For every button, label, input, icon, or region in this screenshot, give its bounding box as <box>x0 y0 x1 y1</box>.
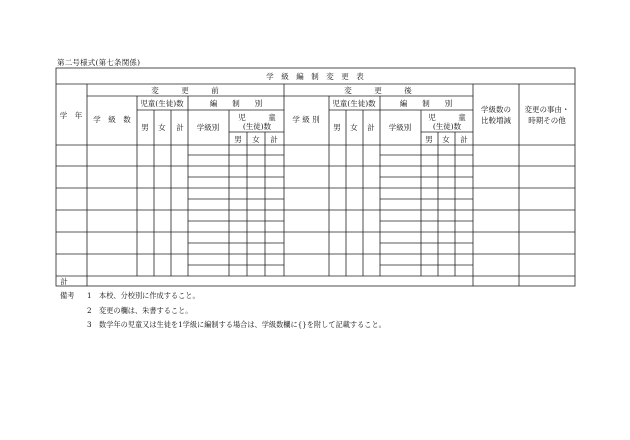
header-sub-male-after: 男 <box>425 135 433 144</box>
note-text: 変更の欄は、朱書すること。 <box>99 305 193 315</box>
header-compare-line2: 比較増減 <box>481 116 511 125</box>
header-grade: 学 年 <box>59 111 83 120</box>
header-formation-after: 編 制 別 <box>399 99 453 108</box>
note-item <box>60 318 386 333</box>
header-sub-total: 計 <box>270 135 278 144</box>
header-total: 計 <box>176 123 184 132</box>
note-item <box>60 289 386 304</box>
header-female: 女 <box>158 123 166 132</box>
header-class-type-after: 学 級 別 <box>292 115 320 124</box>
header-reason-line2: 時期その他 <box>528 116 566 125</box>
header-after: 変 更 後 <box>344 86 412 95</box>
header-compare-line1: 学級数の <box>481 105 511 114</box>
header-children-after: 児童(生徒)数 <box>332 99 376 108</box>
note-item <box>60 304 386 319</box>
table-title: 学 級 編 制 変 更 表 <box>266 72 364 81</box>
table-outer-border <box>56 68 575 286</box>
note-text: 本校、分校別に作成すること。 <box>99 291 200 300</box>
header-class-type: 学級別 <box>196 123 220 132</box>
header-male-after: 男 <box>333 123 341 132</box>
header-class-count: 学 級 数 <box>93 115 131 124</box>
note-number: 1 <box>87 291 92 300</box>
header-female-after: 女 <box>350 123 358 132</box>
sum-row-label: 計 <box>60 277 68 286</box>
header-before: 変 更 前 <box>151 86 219 95</box>
header-male: 男 <box>141 123 149 132</box>
note-number: 2 <box>87 305 92 315</box>
notes-section <box>60 289 386 333</box>
header-reason-line1: 変更の事由・ <box>524 105 570 114</box>
header-sub-male: 男 <box>234 135 242 144</box>
notes-label: 備考 <box>60 291 75 300</box>
table-grid <box>56 68 575 286</box>
header-child-line1-after: 児 童 <box>428 113 466 122</box>
header-children: 児童(生徒)数 <box>140 99 184 108</box>
header-child-line2-after: (生徒)数 <box>432 122 462 131</box>
note-text: 数学年の児童又は生徒を1学級に編制する場合は、学級数欄に{}を附して記載すること。 <box>99 320 386 329</box>
header-child-line2: (生徒)数 <box>242 122 272 131</box>
header-total-after: 計 <box>367 123 375 132</box>
header-class-type-after-2: 学級別 <box>388 123 412 132</box>
note-number: 3 <box>87 320 92 329</box>
header-sub-female-after: 女 <box>442 135 450 144</box>
header-formation: 編 制 別 <box>209 99 263 108</box>
header-child-line1: 児 童 <box>238 113 276 122</box>
header-sub-female: 女 <box>252 135 260 144</box>
form-caption: 第二号様式(第七条関係) <box>57 58 141 67</box>
header-sub-total-after: 計 <box>460 135 468 144</box>
